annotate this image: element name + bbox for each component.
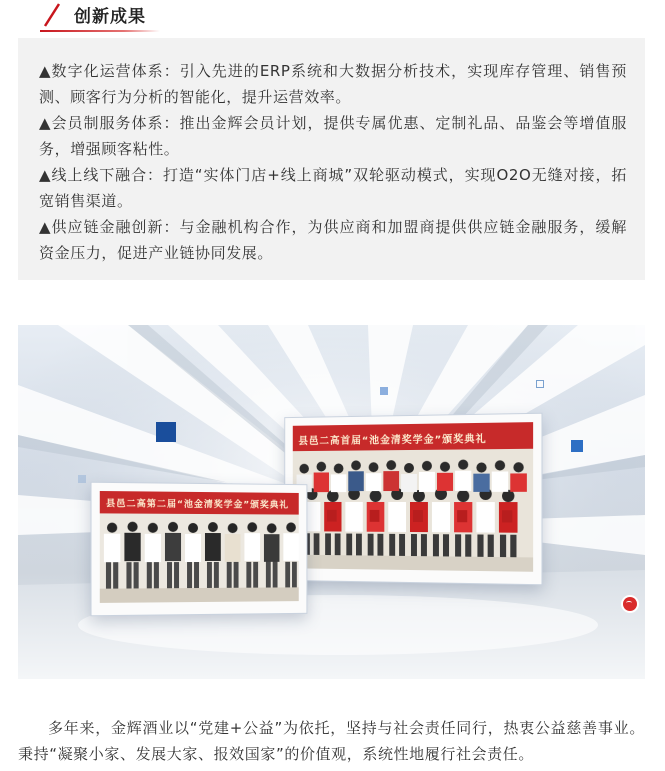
info-item-membership: ▲会员制服务体系：推出金辉会员计划，提供专属优惠、定制礼品、品鉴会等增值服务，增强顾客粘性。 (39, 114, 627, 158)
slash-decoration-icon (42, 2, 62, 28)
section-underline (40, 30, 160, 32)
blue-square-decoration (156, 422, 176, 442)
blue-square-decoration (536, 380, 544, 388)
info-item-o2o: ▲线上线下融合：打造“实体门店+线上商城”双轮驱动模式，实现O2O无缝对接，拓宽销售渠道。 (39, 166, 627, 210)
blue-square-decoration (571, 440, 583, 452)
crowd-photo-right (293, 449, 533, 572)
award-ceremony-image (18, 325, 645, 679)
innovation-info-box (18, 38, 645, 280)
ceremony-banner-right: 县邑二高首届“池金清奖学金”颁奖典礼 (293, 422, 533, 451)
crowd-photo-left (100, 513, 299, 603)
blue-square-decoration (380, 387, 388, 395)
ceremony-photo-right (284, 413, 542, 586)
info-item-supply-chain-finance: ▲供应链金融创新：与金融机构合作，为供应商和加盟商提供供应链金融服务，缓解资金压力，促进产业链协同发展。 (39, 218, 627, 262)
red-logo-icon (623, 597, 637, 611)
section-header (18, 0, 648, 32)
blue-square-decoration (78, 475, 86, 483)
csr-paragraph: 多年来，金辉酒业以“党建+公益”为依托，坚持与社会责任同行，热衷公益慈善事业。秉持“凝聚小家、发展大家、报效国家”的价值观，系统性地履行社会责任。 (18, 719, 645, 763)
ceremony-photo-left (90, 482, 307, 617)
ceremony-banner-left: 县邑二高第二届“池金清奖学金”颁奖典礼 (100, 491, 299, 515)
info-item-digital: ▲数字化运营体系：引入先进的ERP系统和大数据分析技术，实现库存管理、销售预测、顾客行为分析的智能化，提升运营效率。 (39, 62, 627, 106)
section-title: 创新成果 (74, 7, 146, 27)
